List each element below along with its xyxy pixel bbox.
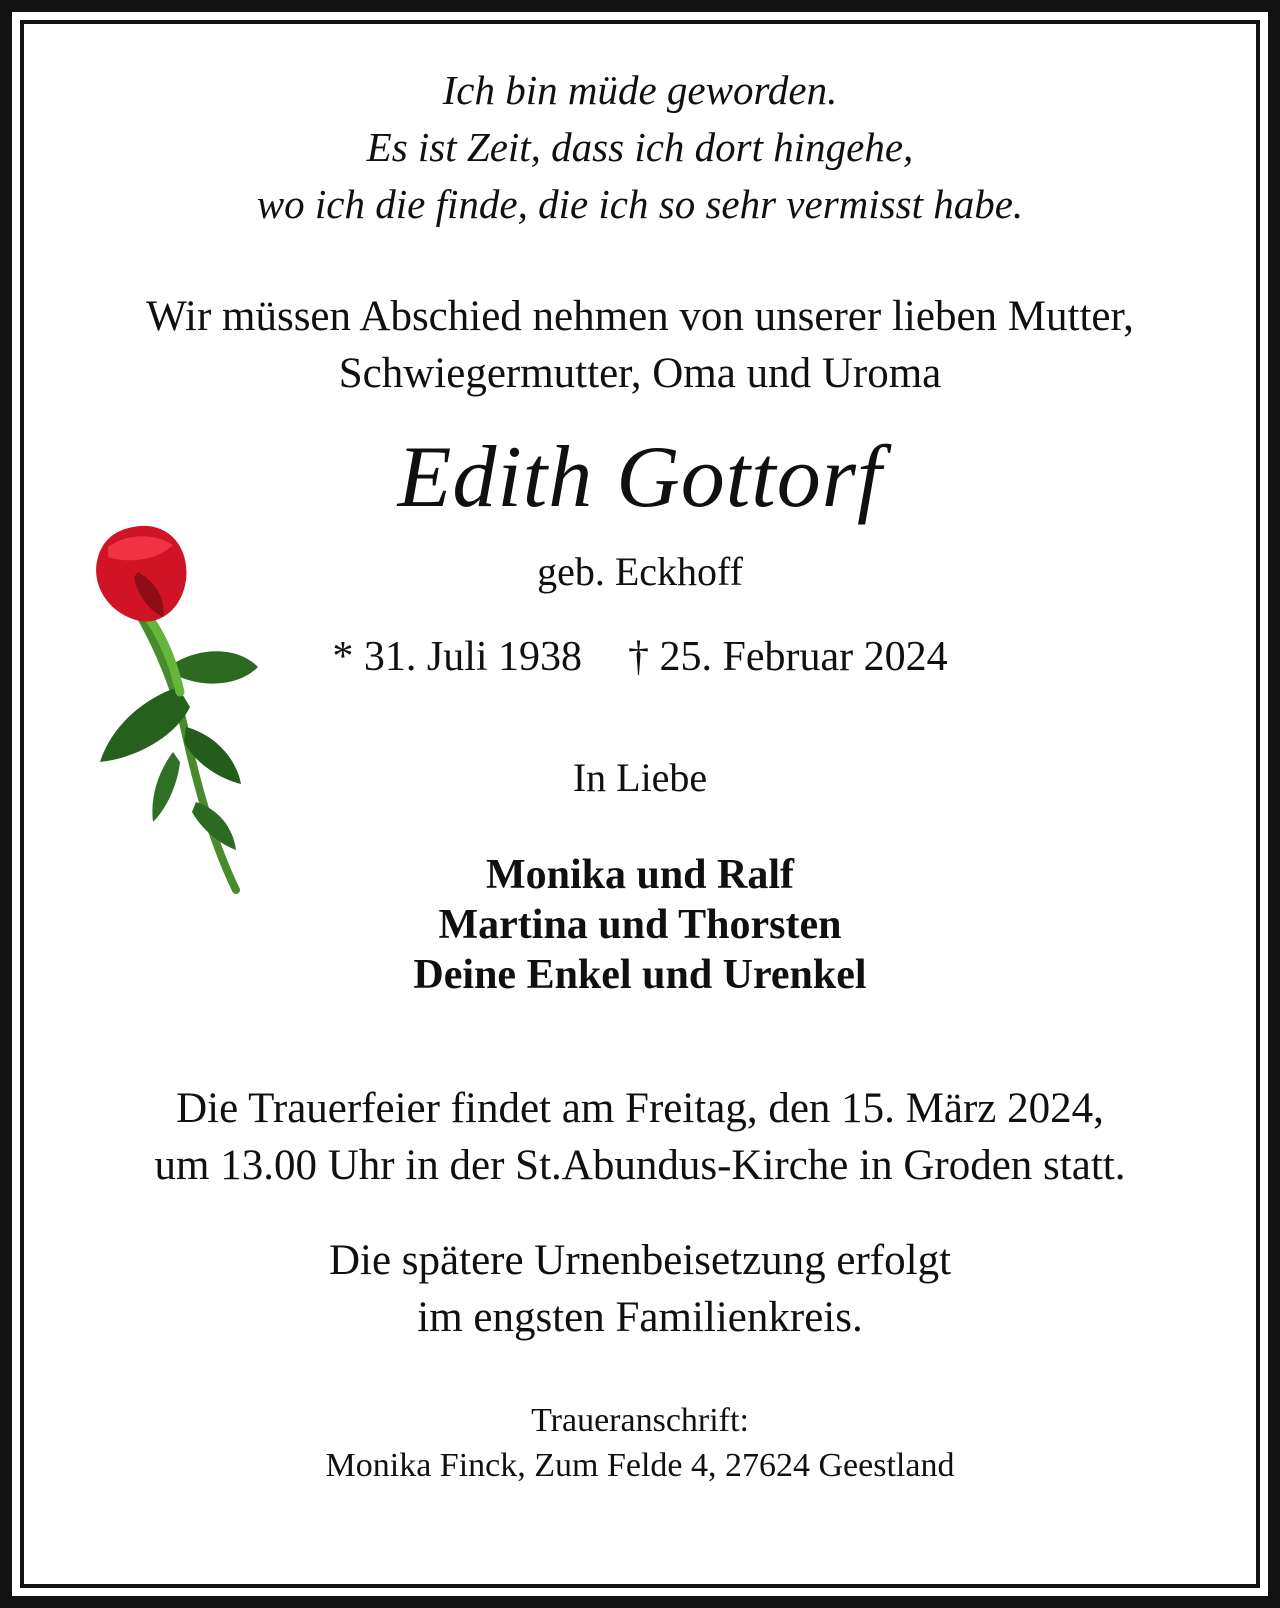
address-label: Traueranschrift:: [531, 1402, 749, 1439]
life-dates: [332, 632, 947, 682]
intro-line-2: Schwiegermutter, Oma und Uroma: [338, 350, 942, 397]
birth-date: * 31. Juli 1938: [332, 634, 583, 680]
address-value: Monika Finck, Zum Felde 4, 27624 Geestland: [325, 1447, 955, 1484]
mourning-address: [326, 1398, 955, 1488]
death-date: † 25. Februar 2024: [628, 634, 948, 680]
poem-line-1: Ich bin müde geworden.: [442, 67, 838, 113]
notice-content: [24, 24, 1256, 1584]
intro-line-1: Wir müssen Abschied nehmen von unserer lieben Mutter,: [146, 293, 1134, 340]
mourner-line: Martina und Thorsten: [438, 902, 842, 948]
mourner-line: Deine Enkel und Urenkel: [413, 952, 867, 998]
mourners-list: [413, 850, 866, 1000]
deceased-name: Edith Gottorf: [397, 429, 883, 526]
poem-line-2: Es ist Zeit, dass ich dort hingehe,: [366, 124, 914, 170]
farewell-intro: [146, 288, 1134, 402]
burial-info: [329, 1232, 951, 1346]
maiden-name: geb. Eckhoff: [537, 549, 743, 594]
closing-phrase: In Liebe: [572, 755, 708, 800]
burial-line-1: Die spätere Urnenbeisetzung erfolgt: [328, 1237, 952, 1284]
mourner-line: Monika und Ralf: [485, 852, 795, 898]
poem-line-3: wo ich die finde, die ich so sehr vermisst habe.: [256, 181, 1024, 227]
service-line-1: Die Trauerfeier findet am Freitag, den 15. März 2024,: [176, 1085, 1104, 1132]
funeral-service-info: [155, 1080, 1126, 1194]
burial-line-2: im engsten Familienkreis.: [417, 1294, 863, 1341]
service-line-2: um 13.00 Uhr in der St.Abundus-Kirche in Groden statt.: [154, 1142, 1126, 1189]
memorial-poem: [257, 62, 1023, 233]
